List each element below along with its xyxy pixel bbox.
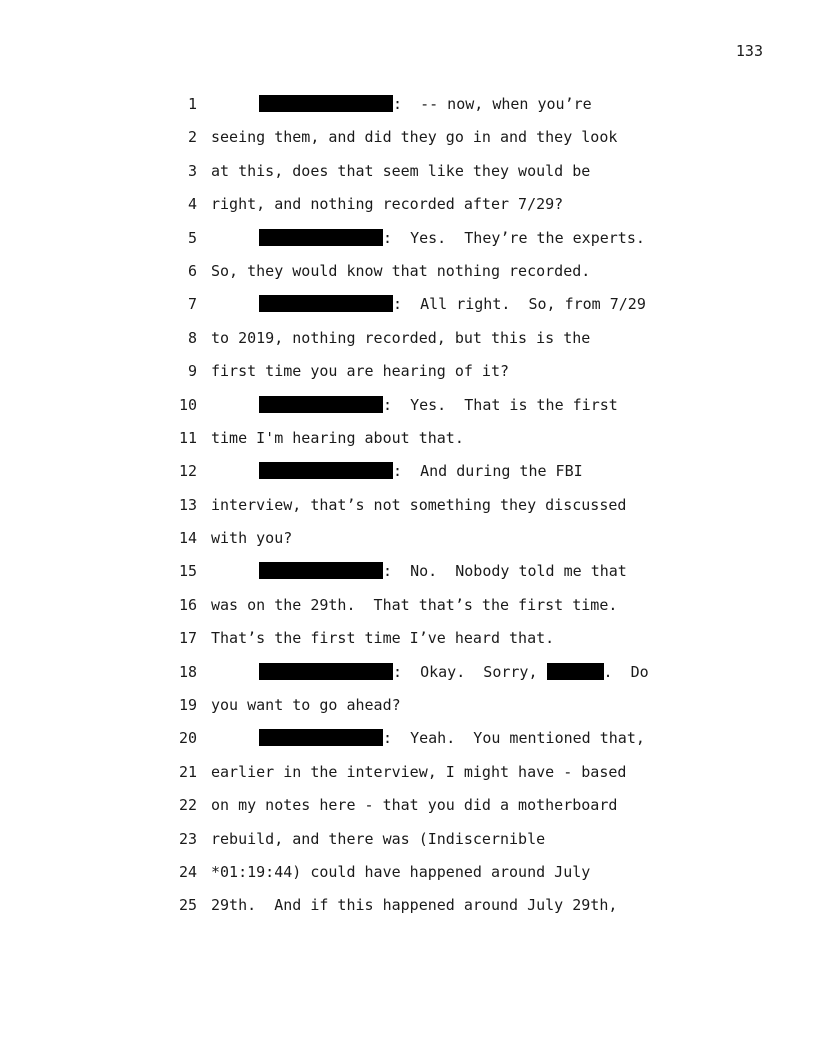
line-number: 12 [178, 462, 197, 481]
page-number: 133 [735, 42, 763, 60]
transcript-lines [0, 91, 816, 926]
line-text: you want to go ahead? [211, 696, 401, 715]
line-number: 10 [178, 395, 197, 414]
line-text: right, and nothing recorded after 7/29? [211, 195, 564, 214]
line-text: *01:19:44) could have happened around July [211, 862, 591, 881]
line-number: 8 [187, 328, 197, 347]
transcript-line [0, 892, 816, 925]
line-text: rebuild, and there was (Indiscernible [211, 829, 546, 848]
transcript-line [0, 158, 816, 191]
line-number: 18 [178, 662, 197, 681]
transcript-line [0, 558, 816, 591]
redaction-block [259, 95, 393, 112]
line-text: with you? [211, 529, 293, 548]
line-text [259, 725, 645, 751]
line-number: 21 [178, 762, 197, 781]
line-text: 29th. And if this happened around July 29th, [211, 896, 618, 915]
transcript-line [0, 492, 816, 525]
redaction-block [259, 462, 393, 479]
line-number: 6 [187, 261, 197, 280]
transcript-line [0, 792, 816, 825]
speech-text: : -- now, when you’re [393, 95, 592, 113]
transcript-line [0, 325, 816, 358]
transcript-line [0, 91, 816, 124]
line-number: 1 [187, 95, 197, 113]
line-number: 2 [187, 128, 197, 147]
transcript-line [0, 592, 816, 625]
redaction-block [259, 729, 383, 746]
transcript-line [0, 392, 816, 425]
speech-text: : Yes. That is the first [383, 395, 618, 414]
line-text [259, 392, 618, 418]
line-text [259, 291, 646, 317]
transcript-line [0, 258, 816, 291]
line-text: first time you are hearing of it? [211, 362, 510, 381]
speech-text: : Yes. They’re the experts. [383, 228, 645, 247]
redaction-block [259, 295, 393, 312]
line-number: 19 [178, 696, 197, 715]
line-text: to 2019, nothing recorded, but this is the [211, 328, 591, 347]
line-number: 15 [178, 562, 197, 581]
transcript-line [0, 124, 816, 157]
line-number: 14 [178, 529, 197, 548]
speech-text: : And during the FBI [393, 462, 583, 481]
line-text: earlier in the interview, I might have - based [211, 762, 627, 781]
line-text: seeing them, and did they go in and they look [211, 128, 618, 147]
line-number: 7 [187, 295, 197, 314]
line-number: 9 [187, 362, 197, 381]
line-number: 22 [178, 796, 197, 815]
transcript-line [0, 659, 816, 692]
line-text [259, 458, 583, 484]
transcript-line [0, 525, 816, 558]
redaction-block [259, 663, 393, 680]
line-number: 20 [178, 729, 197, 748]
speech-text: . Do [603, 662, 649, 681]
redaction-block [259, 396, 383, 413]
line-number: 13 [178, 495, 197, 514]
transcript-line [0, 225, 816, 258]
line-number: 16 [178, 595, 197, 614]
line-text: on my notes here - that you did a motherboard [211, 796, 618, 815]
line-number: 5 [187, 228, 197, 247]
transcript-line [0, 425, 816, 458]
transcript-line [0, 191, 816, 224]
line-number: 4 [187, 195, 197, 214]
speech-text: : No. Nobody told me that [383, 562, 627, 581]
line-text [259, 225, 645, 251]
line-text: That’s the first time I’ve heard that. [211, 629, 555, 648]
line-number: 25 [178, 896, 197, 915]
line-text [259, 91, 592, 117]
line-number: 24 [178, 862, 197, 881]
line-text: was on the 29th. That that’s the first time. [211, 595, 618, 614]
transcript-line [0, 759, 816, 792]
transcript-line [0, 358, 816, 391]
line-text: time I'm hearing about that. [211, 428, 464, 447]
transcript-line [0, 725, 816, 758]
transcript-line [0, 692, 816, 725]
line-text: So, they would know that nothing recorded. [211, 261, 591, 280]
transcript-line [0, 291, 816, 324]
transcript-line [0, 625, 816, 658]
line-text: interview, that’s not something they discussed [211, 495, 627, 514]
speech-text: : Okay. Sorry, [393, 662, 547, 681]
redaction-block [259, 562, 383, 579]
line-number: 23 [178, 829, 197, 848]
line-text [259, 659, 649, 685]
transcript-line [0, 859, 816, 892]
transcript-line [0, 826, 816, 859]
line-number: 3 [187, 161, 197, 180]
redaction-block [259, 229, 383, 246]
transcript-line [0, 458, 816, 491]
line-number: 11 [178, 428, 197, 447]
speech-text: : Yeah. You mentioned that, [383, 729, 645, 748]
line-text: at this, does that seem like they would be [211, 161, 591, 180]
line-text [259, 558, 627, 584]
line-number: 17 [178, 629, 197, 648]
redaction-block [547, 663, 604, 680]
speech-text: : All right. So, from 7/29 [393, 295, 646, 314]
